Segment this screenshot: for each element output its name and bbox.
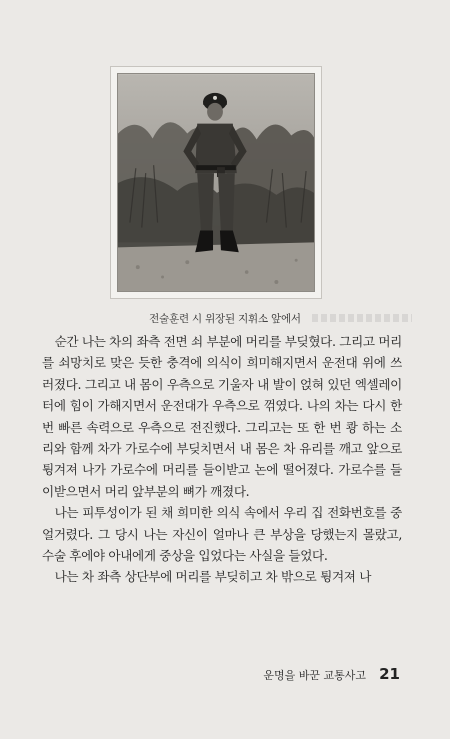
- paragraph: 나는 차 좌측 상단부에 머리를 부딪히고 차 밖으로 튕겨져 나: [54, 569, 372, 585]
- page-footer: [263, 664, 400, 683]
- soldier-photo-image: [118, 74, 314, 291]
- paragraph: 순간 나는 차의 좌측 전면 쇠 부분에 머리를 부딪혔다. 그리고 머리를 쇠망치로 맞은 듯한 충격에 의식이 희미해지면서 운전대 위에 쓰러졌다. 그리고 내 몸이 우측으로 기울자 내 발이 얹혀 있던 엑셀레이터에 힘이 가해지면서 운전대가 우측으로 꺾였다. 나의 차는 다시 한 번 빠른 속력으로 우측으로 전진했다. 그리고는 또 한 번 쾅 하는 소리와 함께 차가 가로수에 부딪치면서 내 몸은 차 유리를 깨고 앞으로 튕겨져 나가 가로수에 머리를 들이받고 논에 떨어졌다. 가로수를 들이받으면서 머리 앞부분의 뼈가 깨졌다.: [42, 334, 402, 499]
- bleed-through-text: [312, 314, 412, 322]
- page-number: 21: [379, 665, 400, 683]
- paragraph: 나는 피투성이가 된 채 희미한 의식 속에서 우리 집 전화번호를 중얼거렸다. 그 당시 나는 자신이 얼마나 큰 부상을 당했는지 몰랐고, 수술 후에야 아내에게 중상을 입었다는 사실을 들었다.: [42, 505, 402, 564]
- running-head: 운명을 바꾼 교통사고: [263, 669, 367, 682]
- body-text: [42, 331, 402, 588]
- soldier-photo: [117, 73, 315, 292]
- photo-caption: 전술훈련 시 위장된 지휘소 앞에서: [149, 313, 301, 325]
- photo-frame: [110, 66, 322, 299]
